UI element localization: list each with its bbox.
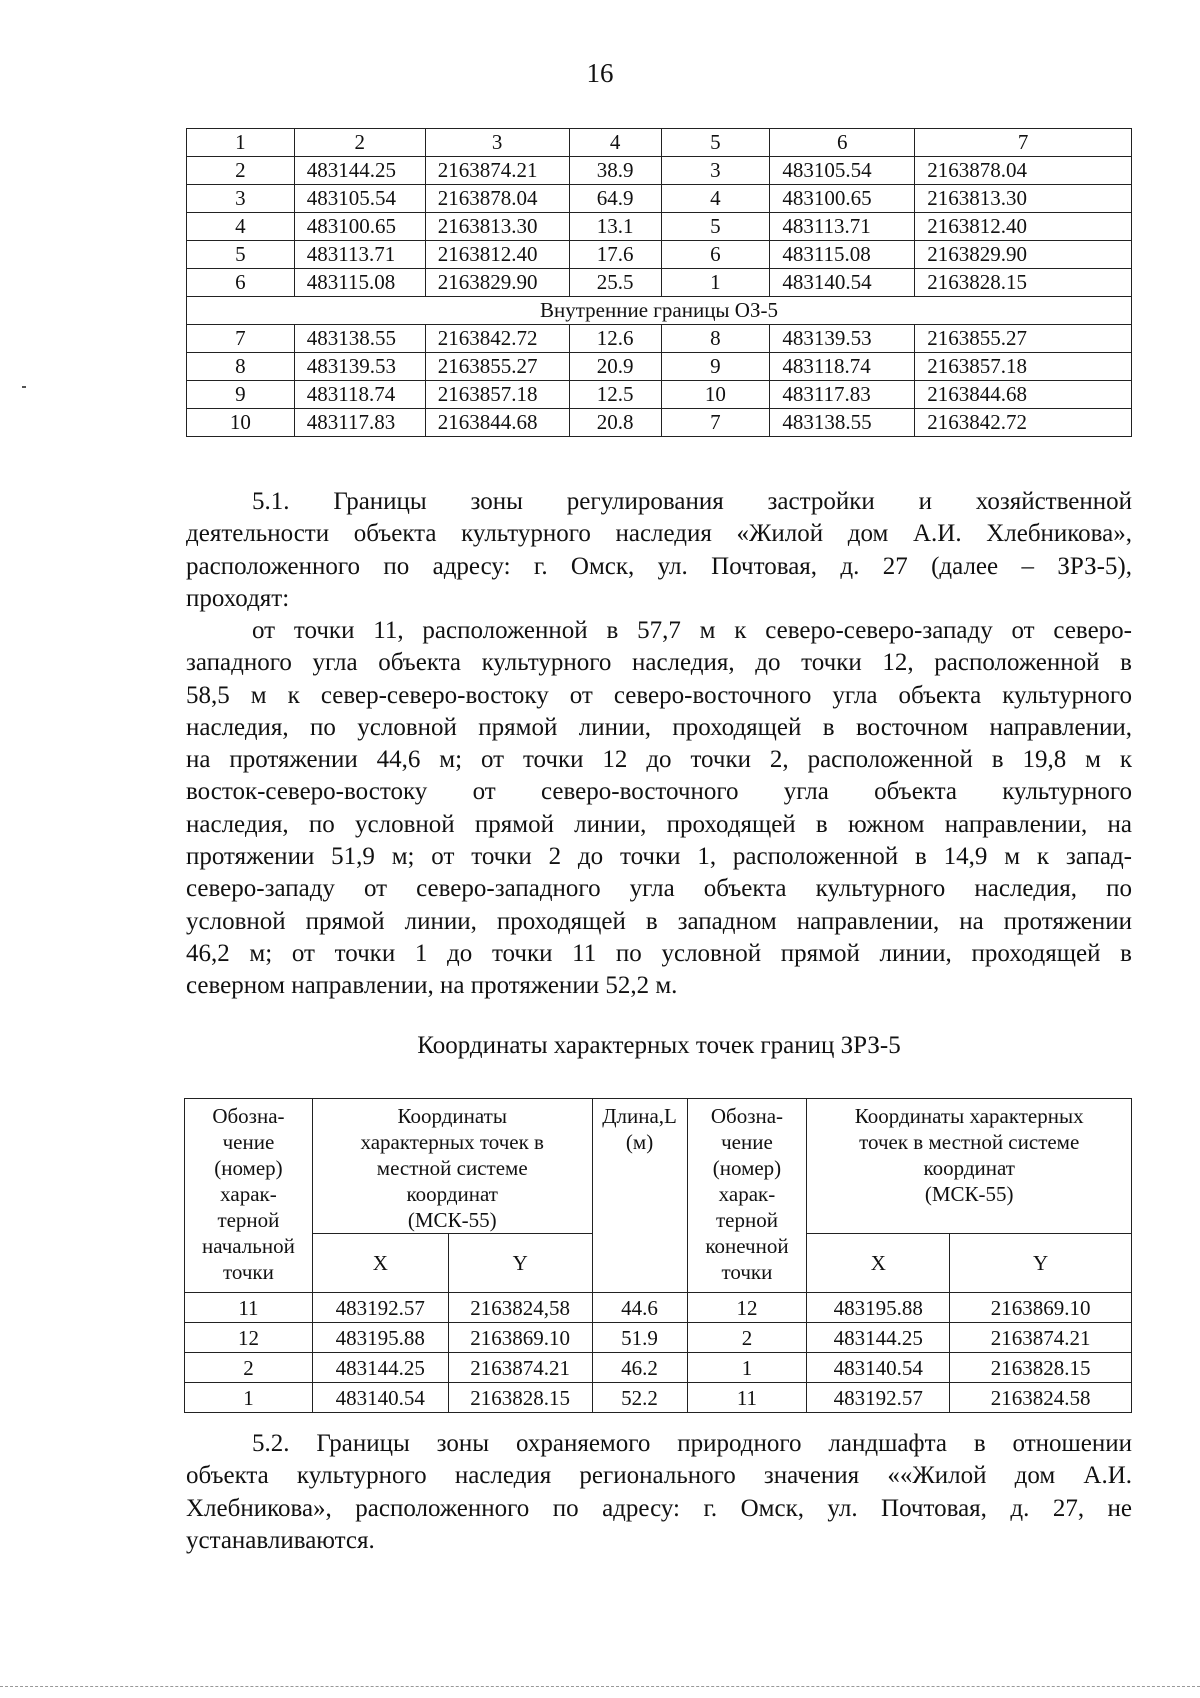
table-cell: 3 <box>187 185 295 213</box>
table-cell: 44.6 <box>592 1293 687 1323</box>
header-y-end: Y <box>950 1234 1132 1293</box>
table-cell: 483118.74 <box>770 353 915 381</box>
text-line: протяжении 51,9 м; от точки 2 до точки 1, расположенной в 14,9 м к запад- <box>186 843 1132 871</box>
table-cell: 2 <box>187 157 295 185</box>
table-cell: 2163828.15 <box>448 1383 592 1413</box>
text-line: от точки 11, расположенной в 57,7 м к северо-северо-западу от северо- <box>252 617 1132 644</box>
table-cell: 3 <box>661 157 770 185</box>
table-cell: 483113.71 <box>770 213 915 241</box>
table-cell: 10 <box>187 409 295 437</box>
table-cell: 12 <box>185 1323 313 1353</box>
table-cell: 2163878.04 <box>425 185 569 213</box>
table-cell: 2163857.18 <box>915 353 1132 381</box>
table-cell: 483117.83 <box>770 381 915 409</box>
paragraph-5-1-route <box>186 615 1132 1003</box>
text-line: северном направлении, на протяжении 52,2 м. <box>186 972 678 1000</box>
table-row <box>185 1353 1132 1383</box>
column-number: 1 <box>187 129 295 157</box>
table-cell: 2163874.21 <box>448 1353 592 1383</box>
table-cell: 483140.54 <box>312 1383 448 1413</box>
text-line: деятельности объекта культурного наследия «Жилой дом А.И. Хлебникова», <box>186 520 1132 548</box>
table-cell: 2163855.27 <box>425 353 569 381</box>
coordinates-table-oz5 <box>186 128 1132 437</box>
table-cell: 8 <box>187 353 295 381</box>
text-line: объекта культурного наследия регионального значения ««Жилой дом А.И. <box>186 1462 1132 1490</box>
header-start-point: Обозна- чение (номер) харак- терной начальной точки <box>185 1099 313 1293</box>
column-number: 6 <box>770 129 915 157</box>
table-cell: 38.9 <box>569 157 661 185</box>
table-row <box>187 213 1132 241</box>
table-cell: 9 <box>661 353 770 381</box>
text-line: Хлебникова», расположенного по адресу: г. Омск, ул. Почтовая, д. 27, не <box>186 1494 1132 1522</box>
header-end-point: Обозна- чение (номер) харак- терной конечной точки <box>687 1099 807 1293</box>
table-cell: 11 <box>185 1293 313 1323</box>
header-x-end: X <box>807 1234 950 1293</box>
table-cell: 483195.88 <box>807 1293 950 1323</box>
table-cell: 2163855.27 <box>915 325 1132 353</box>
table-cell: 12.5 <box>569 381 661 409</box>
table-cell: 2163829.90 <box>425 269 569 297</box>
table-row <box>187 269 1132 297</box>
table-cell: 2163828.15 <box>915 269 1132 297</box>
margin-mark <box>22 386 26 388</box>
text-line: 46,2 м; от точки 1 до точки 11 по условной прямой линии, проходящей в <box>186 939 1132 967</box>
section-row <box>187 297 1132 325</box>
page-bottom-edge <box>0 1686 1200 1687</box>
table-cell: 2 <box>687 1323 807 1353</box>
table-cell: 20.8 <box>569 409 661 437</box>
table-row <box>187 325 1132 353</box>
table-cell: 5 <box>661 213 770 241</box>
table-cell: 2163878.04 <box>915 157 1132 185</box>
table-cell: 9 <box>187 381 295 409</box>
table-cell: 2163824.58 <box>950 1383 1132 1413</box>
column-number: 2 <box>294 129 425 157</box>
table-cell: 2163857.18 <box>425 381 569 409</box>
table-cell: 483100.65 <box>294 213 425 241</box>
table-cell: 2163844.68 <box>425 409 569 437</box>
table-cell: 12.6 <box>569 325 661 353</box>
text-line: проходят: <box>186 584 290 612</box>
table-cell: 483140.54 <box>807 1353 950 1383</box>
table-cell: 5 <box>187 241 295 269</box>
table-cell: 483195.88 <box>312 1323 448 1353</box>
text-line: восток-северо-востоку от северо-восточного угла объекта культурного <box>186 778 1132 806</box>
table-cell: 51.9 <box>592 1323 687 1353</box>
table-cell: 2163829.90 <box>915 241 1132 269</box>
table-cell: 2163813.30 <box>915 185 1132 213</box>
table-cell: 2163842.72 <box>425 325 569 353</box>
table-cell: 2163842.72 <box>915 409 1132 437</box>
section-title: Внутренние границы ОЗ-5 <box>187 297 1132 325</box>
table-cell: 1 <box>687 1353 807 1383</box>
table-row <box>185 1323 1132 1353</box>
table-cell: 6 <box>661 241 770 269</box>
table-cell: 12 <box>687 1293 807 1323</box>
text-line: 5.2. Границы зоны охраняемого природного ландшафта в отношении <box>252 1430 1132 1457</box>
table-cell: 2163812.40 <box>915 213 1132 241</box>
table-row <box>187 353 1132 381</box>
text-line: 58,5 м к север-северо-востоку от северо-восточного угла объекта культурного <box>186 681 1132 709</box>
table-cell: 17.6 <box>569 241 661 269</box>
table-cell: 25.5 <box>569 269 661 297</box>
table-cell: 10 <box>661 381 770 409</box>
table-cell: 2163813.30 <box>425 213 569 241</box>
table-cell: 46.2 <box>592 1353 687 1383</box>
table-cell: 7 <box>187 325 295 353</box>
table-cell: 2163869.10 <box>950 1293 1132 1323</box>
table-header-row <box>187 129 1132 157</box>
text-line: устанавливаются. <box>186 1526 375 1554</box>
table-row <box>187 241 1132 269</box>
table-cell: 52.2 <box>592 1383 687 1413</box>
text-line: расположенного по адресу: г. Омск, ул. Почтовая, д. 27 (далее – ЗРЗ-5), <box>186 552 1132 580</box>
table-cell: 6 <box>187 269 295 297</box>
table-cell: 1 <box>661 269 770 297</box>
column-number: 3 <box>425 129 569 157</box>
table-cell: 483105.54 <box>770 157 915 185</box>
table-cell: 483139.53 <box>770 325 915 353</box>
paragraph-5-1 <box>186 486 1132 615</box>
table-cell: 2 <box>185 1353 313 1383</box>
column-number: 7 <box>915 129 1132 157</box>
table-cell: 2163874.21 <box>950 1323 1132 1353</box>
table-cell: 483144.25 <box>312 1353 448 1383</box>
table-cell: 2163824,58 <box>448 1293 592 1323</box>
table-cell: 7 <box>661 409 770 437</box>
page-number: 16 <box>586 58 614 88</box>
header-length: Длина,L (м) <box>592 1099 687 1293</box>
table-cell: 483138.55 <box>770 409 915 437</box>
table-row <box>185 1383 1132 1413</box>
table-cell: 2163812.40 <box>425 241 569 269</box>
table-cell: 483100.65 <box>770 185 915 213</box>
table-row <box>187 381 1132 409</box>
table-row <box>187 157 1132 185</box>
text-line: на протяжении 44,6 м; от точки 12 до точки 2, расположенной в 19,8 м к <box>186 746 1132 774</box>
text-line: наследия, по условной прямой линии, проходящей в восточном направлении, <box>186 713 1132 741</box>
table-cell: 20.9 <box>569 353 661 381</box>
table-row <box>185 1293 1132 1323</box>
table-cell: 1 <box>185 1383 313 1413</box>
table-row <box>187 409 1132 437</box>
table-cell: 64.9 <box>569 185 661 213</box>
table2-caption: Координаты характерных точек границ ЗРЗ-5 <box>417 1032 901 1059</box>
table-cell: 483144.25 <box>294 157 425 185</box>
table-cell: 13.1 <box>569 213 661 241</box>
table-cell: 2163828.15 <box>950 1353 1132 1383</box>
text-line: условной прямой линии, проходящей в западном направлении, на протяжении <box>186 907 1132 935</box>
text-line: наследия, по условной прямой линии, проходящей в южном направлении, на <box>186 810 1132 838</box>
table-cell: 2163869.10 <box>448 1323 592 1353</box>
column-number: 5 <box>661 129 770 157</box>
text-line: 5.1. Границы зоны регулирования застройки и хозяйственной <box>252 488 1132 515</box>
table-cell: 2163874.21 <box>425 157 569 185</box>
table-cell: 483117.83 <box>294 409 425 437</box>
column-number: 4 <box>569 129 661 157</box>
table-cell: 483105.54 <box>294 185 425 213</box>
text-line: западного угла объекта культурного наследия, до точки 12, расположенной в <box>186 649 1132 677</box>
table-cell: 2163844.68 <box>915 381 1132 409</box>
table-cell: 483118.74 <box>294 381 425 409</box>
coordinates-table-zrz5 <box>184 1098 1132 1413</box>
table-cell: 483192.57 <box>807 1383 950 1413</box>
table-cell: 483192.57 <box>312 1293 448 1323</box>
header-y-start: Y <box>448 1234 592 1293</box>
paragraph-5-2 <box>186 1428 1132 1557</box>
table-row <box>187 185 1132 213</box>
table-cell: 483138.55 <box>294 325 425 353</box>
table-cell: 483140.54 <box>770 269 915 297</box>
table-cell: 483144.25 <box>807 1323 950 1353</box>
table-cell: 8 <box>661 325 770 353</box>
table-cell: 4 <box>187 213 295 241</box>
header-x-start: X <box>312 1234 448 1293</box>
table-cell: 483115.08 <box>294 269 425 297</box>
table-cell: 483139.53 <box>294 353 425 381</box>
table-cell: 483113.71 <box>294 241 425 269</box>
table-cell: 11 <box>687 1383 807 1413</box>
text-line: северо-западу от северо-западного угла объекта культурного наследия, по <box>186 875 1132 903</box>
header-coords-start: Координаты характерных точек в местной системе координат (МСК-55) <box>312 1099 592 1234</box>
header-coords-end: Координаты характерных точек в местной системе координат (МСК-55) <box>807 1099 1132 1234</box>
table-cell: 483115.08 <box>770 241 915 269</box>
table-cell: 4 <box>661 185 770 213</box>
